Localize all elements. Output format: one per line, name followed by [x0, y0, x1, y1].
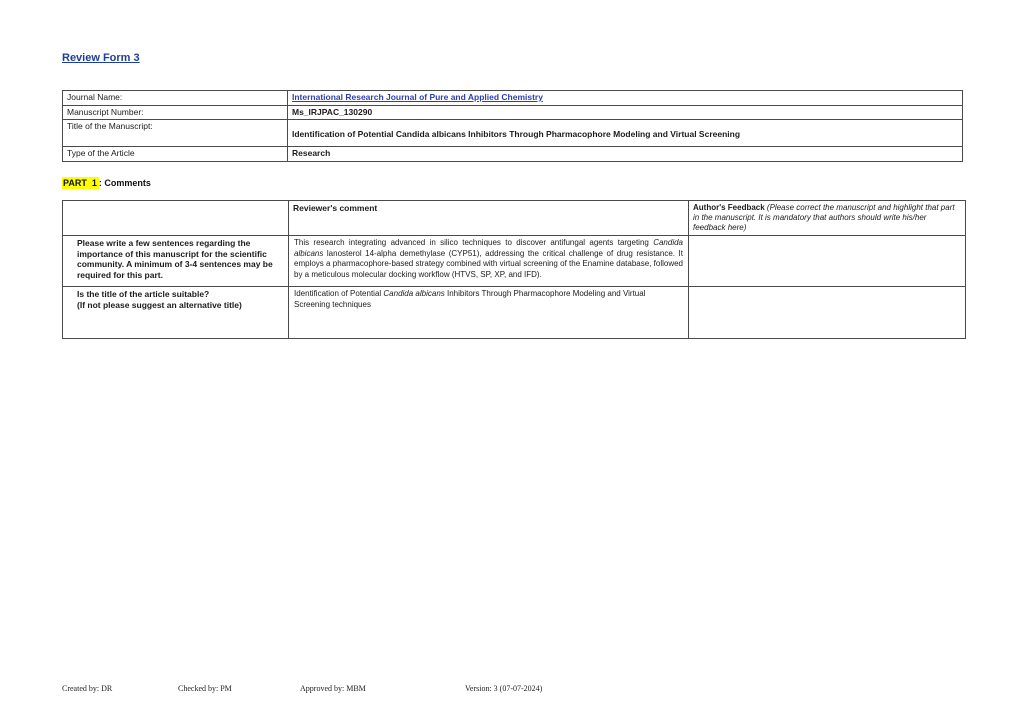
comment-text: Inhibitors Through Pharmacophore Modeling and Virtual Screening techniques: [294, 289, 646, 309]
article-type-label: Type of the Article: [63, 147, 288, 162]
table-header-row: [63, 201, 966, 236]
table-row: [63, 91, 963, 106]
part1-colon: :: [98, 178, 102, 188]
title-suitability-reviewer-comment: [289, 287, 689, 339]
comment-text: lanosterol 14-alpha demethylase (CYP51), addressing the critical challenge of drug resistance. It employs a pharmacophore-based strategy combined with virtual screening of the Enamine database, followed by a meticulous molecular docking workflow (HTVS, SP, XP, and IFD).: [294, 248, 683, 279]
manuscript-number-value: Ms_IRJPAC_130290: [288, 106, 963, 120]
part1-heading: [62, 178, 151, 188]
question-line: (If not please suggest an alternative title): [77, 299, 242, 310]
comments-table: [62, 200, 966, 339]
manuscript-number-label: Manuscript Number:: [63, 106, 288, 120]
question-column-header: [63, 201, 289, 236]
importance-reviewer-comment: [289, 236, 689, 287]
importance-author-feedback-cell: [689, 236, 966, 287]
question-line: Is the title of the article suitable?: [77, 289, 210, 299]
created-by: Created by: DR: [62, 684, 113, 693]
document-footer: [0, 684, 1024, 698]
table-row: [63, 120, 963, 147]
manuscript-info-table: [62, 90, 963, 162]
journal-name-label: Journal Name:: [63, 91, 288, 106]
table-row: [63, 287, 966, 339]
table-row: [63, 106, 963, 120]
manuscript-title-value: Identification of Potential Candida albicans Inhibitors Through Pharmacophore Modeling and Virtual Screening: [288, 120, 963, 147]
author-feedback-title: Author's Feedback: [693, 203, 767, 212]
manuscript-title-label: Title of the Manuscript:: [63, 120, 288, 147]
table-row: [63, 147, 963, 162]
checked-by: Checked by: PM: [178, 684, 232, 693]
author-feedback-note: (Please correct the manuscript and highlight that part in the manuscript. It is mandatory that authors should write his/her feedback here): [693, 203, 955, 232]
part1-comments-label: Comments: [101, 178, 151, 188]
species-name-italic: Candida albicans: [294, 238, 683, 258]
version-info: Version: 3 (07-07-2024): [465, 684, 543, 693]
title-suitability-question: [63, 287, 289, 339]
importance-question: Please write a few sentences regarding the importance of this manuscript for the scientific community. A minimum of 3-4 sentences may be required for this part.: [63, 236, 289, 287]
comment-text: This research integrating advanced in silico techniques to discover antifungal agents targeting: [294, 238, 654, 247]
approved-by: Approved by: MBM: [300, 684, 366, 693]
form-title: Review Form 3: [62, 52, 140, 64]
journal-name-link[interactable]: International Research Journal of Pure and Applied Chemistry: [292, 92, 543, 102]
comment-text: Identification of Potential: [294, 289, 384, 298]
species-name-italic: Candida albicans: [383, 289, 445, 298]
article-type-value: Research: [288, 147, 963, 162]
title-suitability-author-feedback-cell: [689, 287, 966, 339]
part1-highlight-label: PART 1: [63, 178, 97, 188]
table-row: [63, 236, 966, 287]
reviewer-comment-column-header: Reviewer's comment: [289, 201, 689, 236]
author-feedback-column-header: [689, 201, 966, 236]
